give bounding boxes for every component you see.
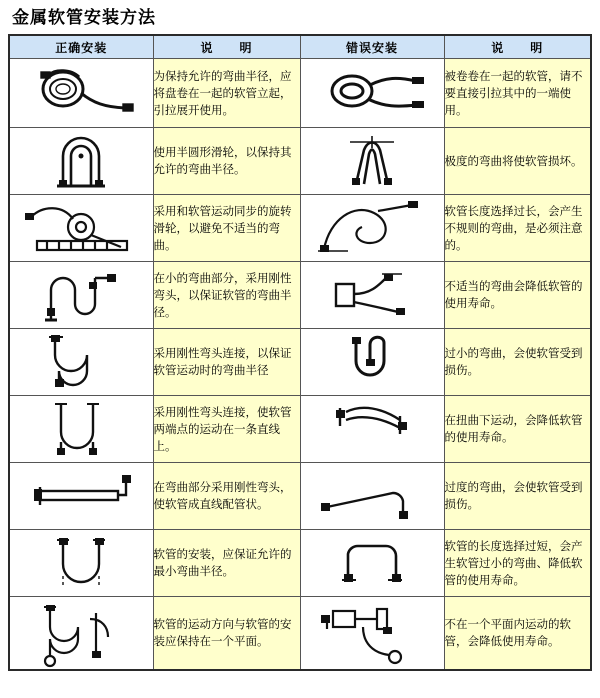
table-row	[9, 329, 591, 396]
header-wrong-desc: 说 明	[444, 35, 591, 59]
description-cell: 不在一个平面内运动的软管，会降低使用寿命。	[444, 597, 591, 671]
table-header-row	[9, 35, 591, 59]
header-wrong-install: 错误安装	[300, 35, 444, 59]
rigid-bend-fitting-icon	[9, 262, 153, 329]
description-cell: 在扭曲下运动，会降低软管的使用寿命。	[444, 396, 591, 463]
description-cell: 过小的弯曲，会使软管受到损伤。	[444, 329, 591, 396]
header-correct-install: 正确安装	[9, 35, 153, 59]
description-cell: 软管长度选择过长，会产生不规则的弯曲，是必须注意的。	[444, 195, 591, 262]
description-cell: 采用刚性弯头连接，以保证软管运动时的弯曲半径	[153, 329, 300, 396]
description-cell: 被卷卷在一起的软管，请不要直接引拉其中的一端使用。	[444, 59, 591, 128]
installation-methods-table	[8, 34, 592, 671]
sharp-bend-hose-icon	[300, 128, 444, 195]
table-row	[9, 597, 591, 671]
same-plane-motion-icon	[9, 597, 153, 671]
description-cell: 在弯曲部分采用刚性弯头，使软管成直线配管状。	[153, 463, 300, 530]
table-row	[9, 128, 591, 195]
description-cell: 采用刚性弯头连接，使软管两端点的运动在一条直线上。	[153, 396, 300, 463]
out-of-plane-motion-icon	[300, 597, 444, 671]
table-row	[9, 59, 591, 128]
description-cell: 极度的弯曲将使软管损坏。	[444, 128, 591, 195]
description-cell: 在小的弯曲部分，采用刚性弯头，以保证软管的弯曲半径。	[153, 262, 300, 329]
tight-bend-loop-icon	[300, 329, 444, 396]
rigid-elbow-u-loop-icon	[9, 329, 153, 396]
coiled-hose-reel-icon	[9, 59, 153, 128]
u-shape-straight-ends-icon	[9, 396, 153, 463]
straight-pipe-elbow-icon	[9, 463, 153, 530]
improper-bend-block-icon	[300, 262, 444, 329]
min-bend-radius-u-icon	[9, 530, 153, 597]
table-row	[9, 262, 591, 329]
table-row	[9, 463, 591, 530]
over-bent-pipe-icon	[300, 463, 444, 530]
rotating-pulley-chain-icon	[9, 195, 153, 262]
description-cell: 过度的弯曲，会使软管受到损伤。	[444, 463, 591, 530]
table-row	[9, 396, 591, 463]
coiled-hose-pulled-icon	[300, 59, 444, 128]
long-irregular-loop-icon	[300, 195, 444, 262]
page-title: 金属软管安装方法	[12, 8, 156, 28]
description-cell: 软管的长度选择过短，会产生软管过小的弯曲、降低软管的使用寿命。	[444, 530, 591, 597]
too-long-hose-square-icon	[300, 530, 444, 597]
description-cell: 软管的安装，应保证允许的最小弯曲半径。	[153, 530, 300, 597]
description-cell: 为保持允许的弯曲半径，应将盘卷在一起的软管立起，引拉展开使用。	[153, 59, 300, 128]
header-correct-desc: 说 明	[153, 35, 300, 59]
description-cell: 软管的运动方向与软管的安装应保持在一个平面。	[153, 597, 300, 671]
semicircle-pulley-icon	[9, 128, 153, 195]
description-cell: 使用半圆形滑轮，以保持其允许的弯曲半径。	[153, 128, 300, 195]
table-row	[9, 530, 591, 597]
description-cell: 采用和软管运动同步的旋转滑轮，以避免不适当的弯曲。	[153, 195, 300, 262]
twisted-hose-motion-icon	[300, 396, 444, 463]
table-row	[9, 195, 591, 262]
description-cell: 不适当的弯曲会降低软管的使用寿命。	[444, 262, 591, 329]
